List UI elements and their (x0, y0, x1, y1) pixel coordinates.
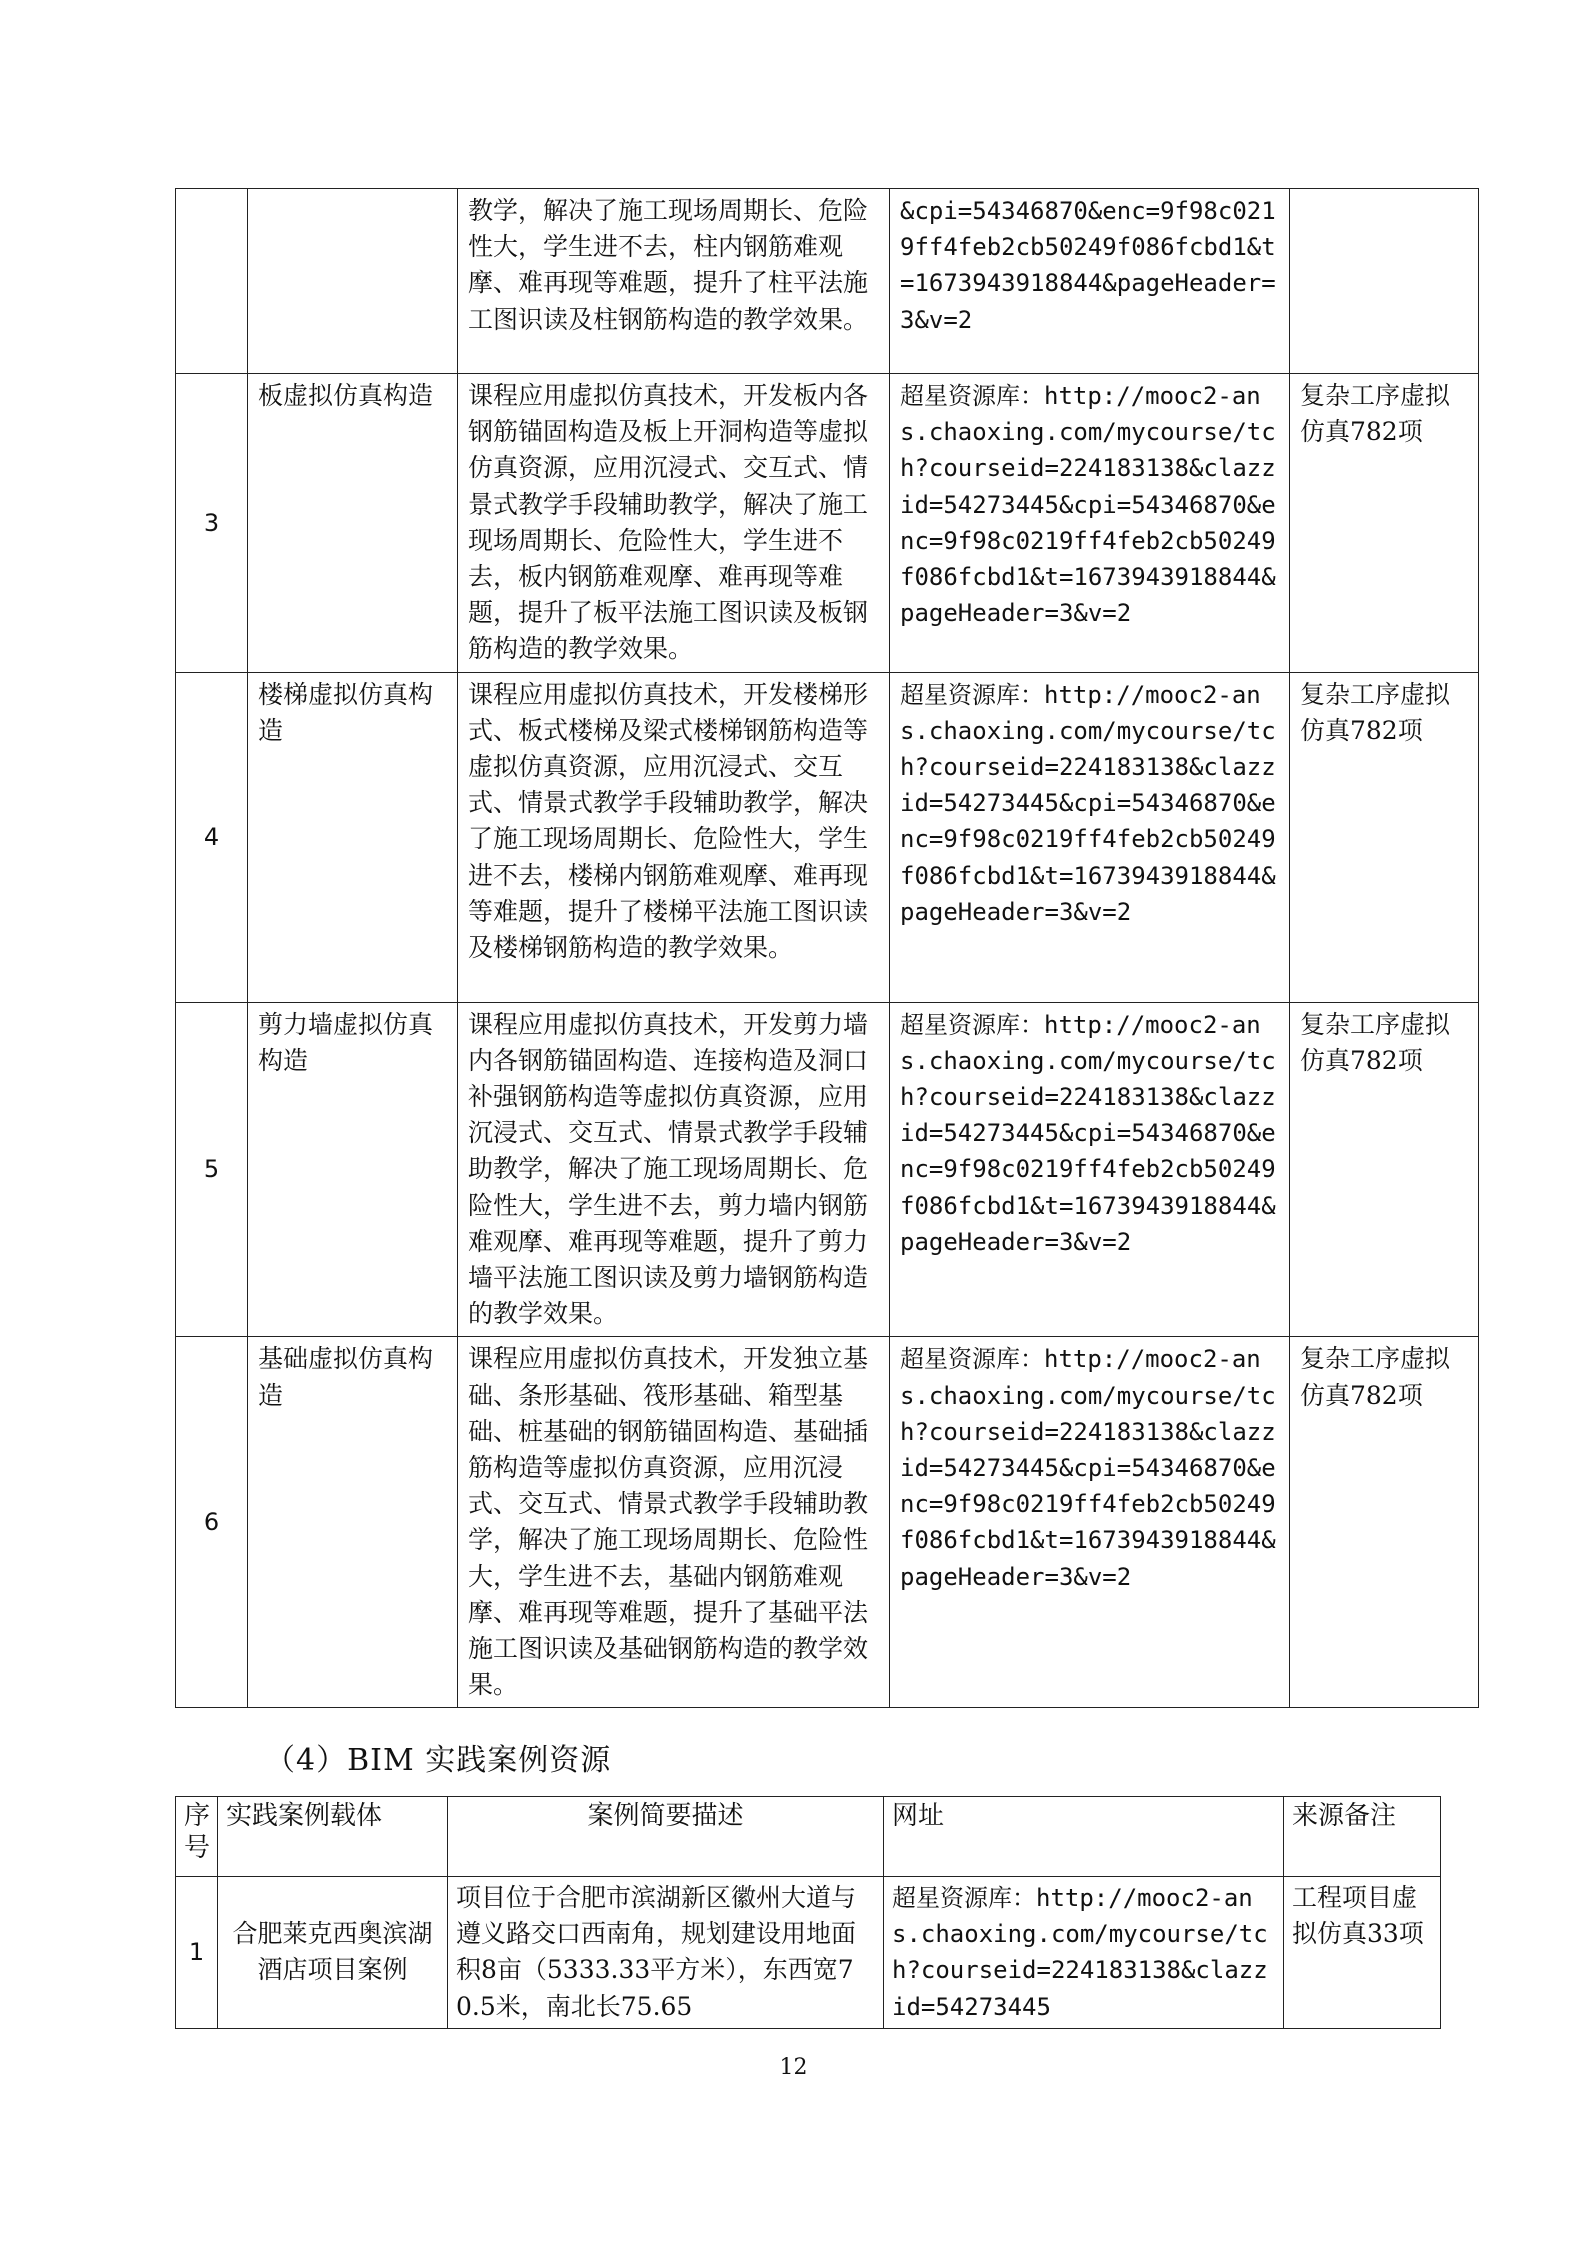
table-row (176, 672, 1479, 1002)
row-index: 6 (176, 1337, 248, 1708)
virtual-simulation-resource-table (175, 188, 1479, 1708)
resource-description: 课程应用虚拟仿真技术，开发剪力墙内各钢筋锚固构造、连接构造及洞口补强钢筋构造等虚拟仿真资源，应用沉浸式、交互式、情景式教学手段辅助教学，解决了施工现场周期长、危险性大，学生进不去，剪力墙内钢筋难观摩、难再现等难题，提升了剪力墙平法施工图识读及剪力墙钢筋构造的教学效果。 (458, 1002, 890, 1337)
row-index: 1 (176, 1877, 218, 2029)
table-row (176, 1877, 1441, 2029)
resource-name: 楼梯虚拟仿真构造 (248, 672, 458, 1002)
resource-description: 课程应用虚拟仿真技术，开发独立基础、条形基础、筏形基础、箱型基础、桩基础的钢筋锚固构造、基础插筋构造等虚拟仿真资源，应用沉浸式、交互式、情景式教学手段辅助教学，解决了施工现场周期长、危险性大，学生进不去，基础内钢筋难观摩、难再现等难题，提升了基础平法施工图识读及基础钢筋构造的教学效果。 (458, 1337, 890, 1708)
resource-name: 基础虚拟仿真构造 (248, 1337, 458, 1708)
table-row (176, 189, 1479, 374)
resource-note: 复杂工序虚拟仿真782项 (1290, 1337, 1479, 1708)
resource-note (1290, 189, 1479, 374)
resource-url: 超星资源库：http://mooc2-ans.chaoxing.com/mycourse/tch?courseid=224183138&clazzid=54273445&cpi=54346870&enc=9f98c0219ff4feb2cb50249f086fcbd1&t=1673943918844&pageHeader=3&v=2 (890, 374, 1290, 673)
table-row (176, 374, 1479, 673)
row-index: 4 (176, 672, 248, 1002)
resource-url: 超星资源库：http://mooc2-ans.chaoxing.com/mycourse/tch?courseid=224183138&clazzid=54273445&cpi=54346870&enc=9f98c0219ff4feb2cb50249f086fcbd1&t=1673943918844&pageHeader=3&v=2 (890, 1337, 1290, 1708)
resource-url: &cpi=54346870&enc=9f98c0219ff4feb2cb50249f086fcbd1&t=1673943918844&pageHeader=3&v=2 (890, 189, 1290, 374)
row-index: 5 (176, 1002, 248, 1337)
case-description: 项目位于合肥市滨湖新区徽州大道与遵义路交口西南角，规划建设用地面积8亩（5333.33平方米），东西宽70.5米，南北长75.65 (448, 1877, 884, 2029)
bim-case-resource-table (175, 1796, 1441, 2029)
resource-name (248, 189, 458, 374)
row-index: 3 (176, 374, 248, 673)
resource-name: 剪力墙虚拟仿真构造 (248, 1002, 458, 1337)
case-carrier: 合肥莱克西奥滨湖酒店项目案例 (218, 1877, 448, 2029)
header-description: 案例简要描述 (448, 1797, 884, 1877)
resource-description: 教学，解决了施工现场周期长、危险性大，学生进不去，柱内钢筋难观摩、难再现等难题，提升了柱平法施工图识读及柱钢筋构造的教学效果。 (458, 189, 890, 374)
resource-note: 复杂工序虚拟仿真782项 (1290, 672, 1479, 1002)
header-carrier: 实践案例载体 (218, 1797, 448, 1877)
header-source-note: 来源备注 (1284, 1797, 1441, 1877)
resource-name: 板虚拟仿真构造 (248, 374, 458, 673)
resource-url: 超星资源库：http://mooc2-ans.chaoxing.com/mycourse/tch?courseid=224183138&clazzid=54273445&cpi=54346870&enc=9f98c0219ff4feb2cb50249f086fcbd1&t=1673943918844&pageHeader=3&v=2 (890, 1002, 1290, 1337)
table-row (176, 1002, 1479, 1337)
resource-url: 超星资源库：http://mooc2-ans.chaoxing.com/mycourse/tch?courseid=224183138&clazzid=54273445&cpi=54346870&enc=9f98c0219ff4feb2cb50249f086fcbd1&t=1673943918844&pageHeader=3&v=2 (890, 672, 1290, 1002)
table-header-row (176, 1797, 1441, 1877)
resource-note: 复杂工序虚拟仿真782项 (1290, 1002, 1479, 1337)
header-index: 序号 (176, 1797, 218, 1877)
resource-description: 课程应用虚拟仿真技术，开发楼梯形式、板式楼梯及梁式楼梯钢筋构造等虚拟仿真资源，应用沉浸式、交互式、情景式教学手段辅助教学，解决了施工现场周期长、危险性大，学生进不去，楼梯内钢筋难观摩、难再现等难题，提升了楼梯平法施工图识读及楼梯钢筋构造的教学效果。 (458, 672, 890, 1002)
page-number: 12 (779, 2055, 808, 2080)
row-index (176, 189, 248, 374)
header-url: 网址 (884, 1797, 1284, 1877)
resource-note: 复杂工序虚拟仿真782项 (1290, 374, 1479, 673)
resource-description: 课程应用虚拟仿真技术，开发板内各钢筋锚固构造及板上开洞构造等虚拟仿真资源，应用沉浸式、交互式、情景式教学手段辅助教学，解决了施工现场周期长、危险性大，学生进不去，板内钢筋难观摩、难再现等难题，提升了板平法施工图识读及板钢筋构造的教学效果。 (458, 374, 890, 673)
case-source-note: 工程项目虚拟仿真33项 (1284, 1877, 1441, 2029)
case-url: 超星资源库：http://mooc2-ans.chaoxing.com/mycourse/tch?courseid=224183138&clazzid=54273445 (884, 1877, 1284, 2029)
section-heading: （4）BIM 实践案例资源 (265, 1743, 612, 1778)
table-row (176, 1337, 1479, 1708)
